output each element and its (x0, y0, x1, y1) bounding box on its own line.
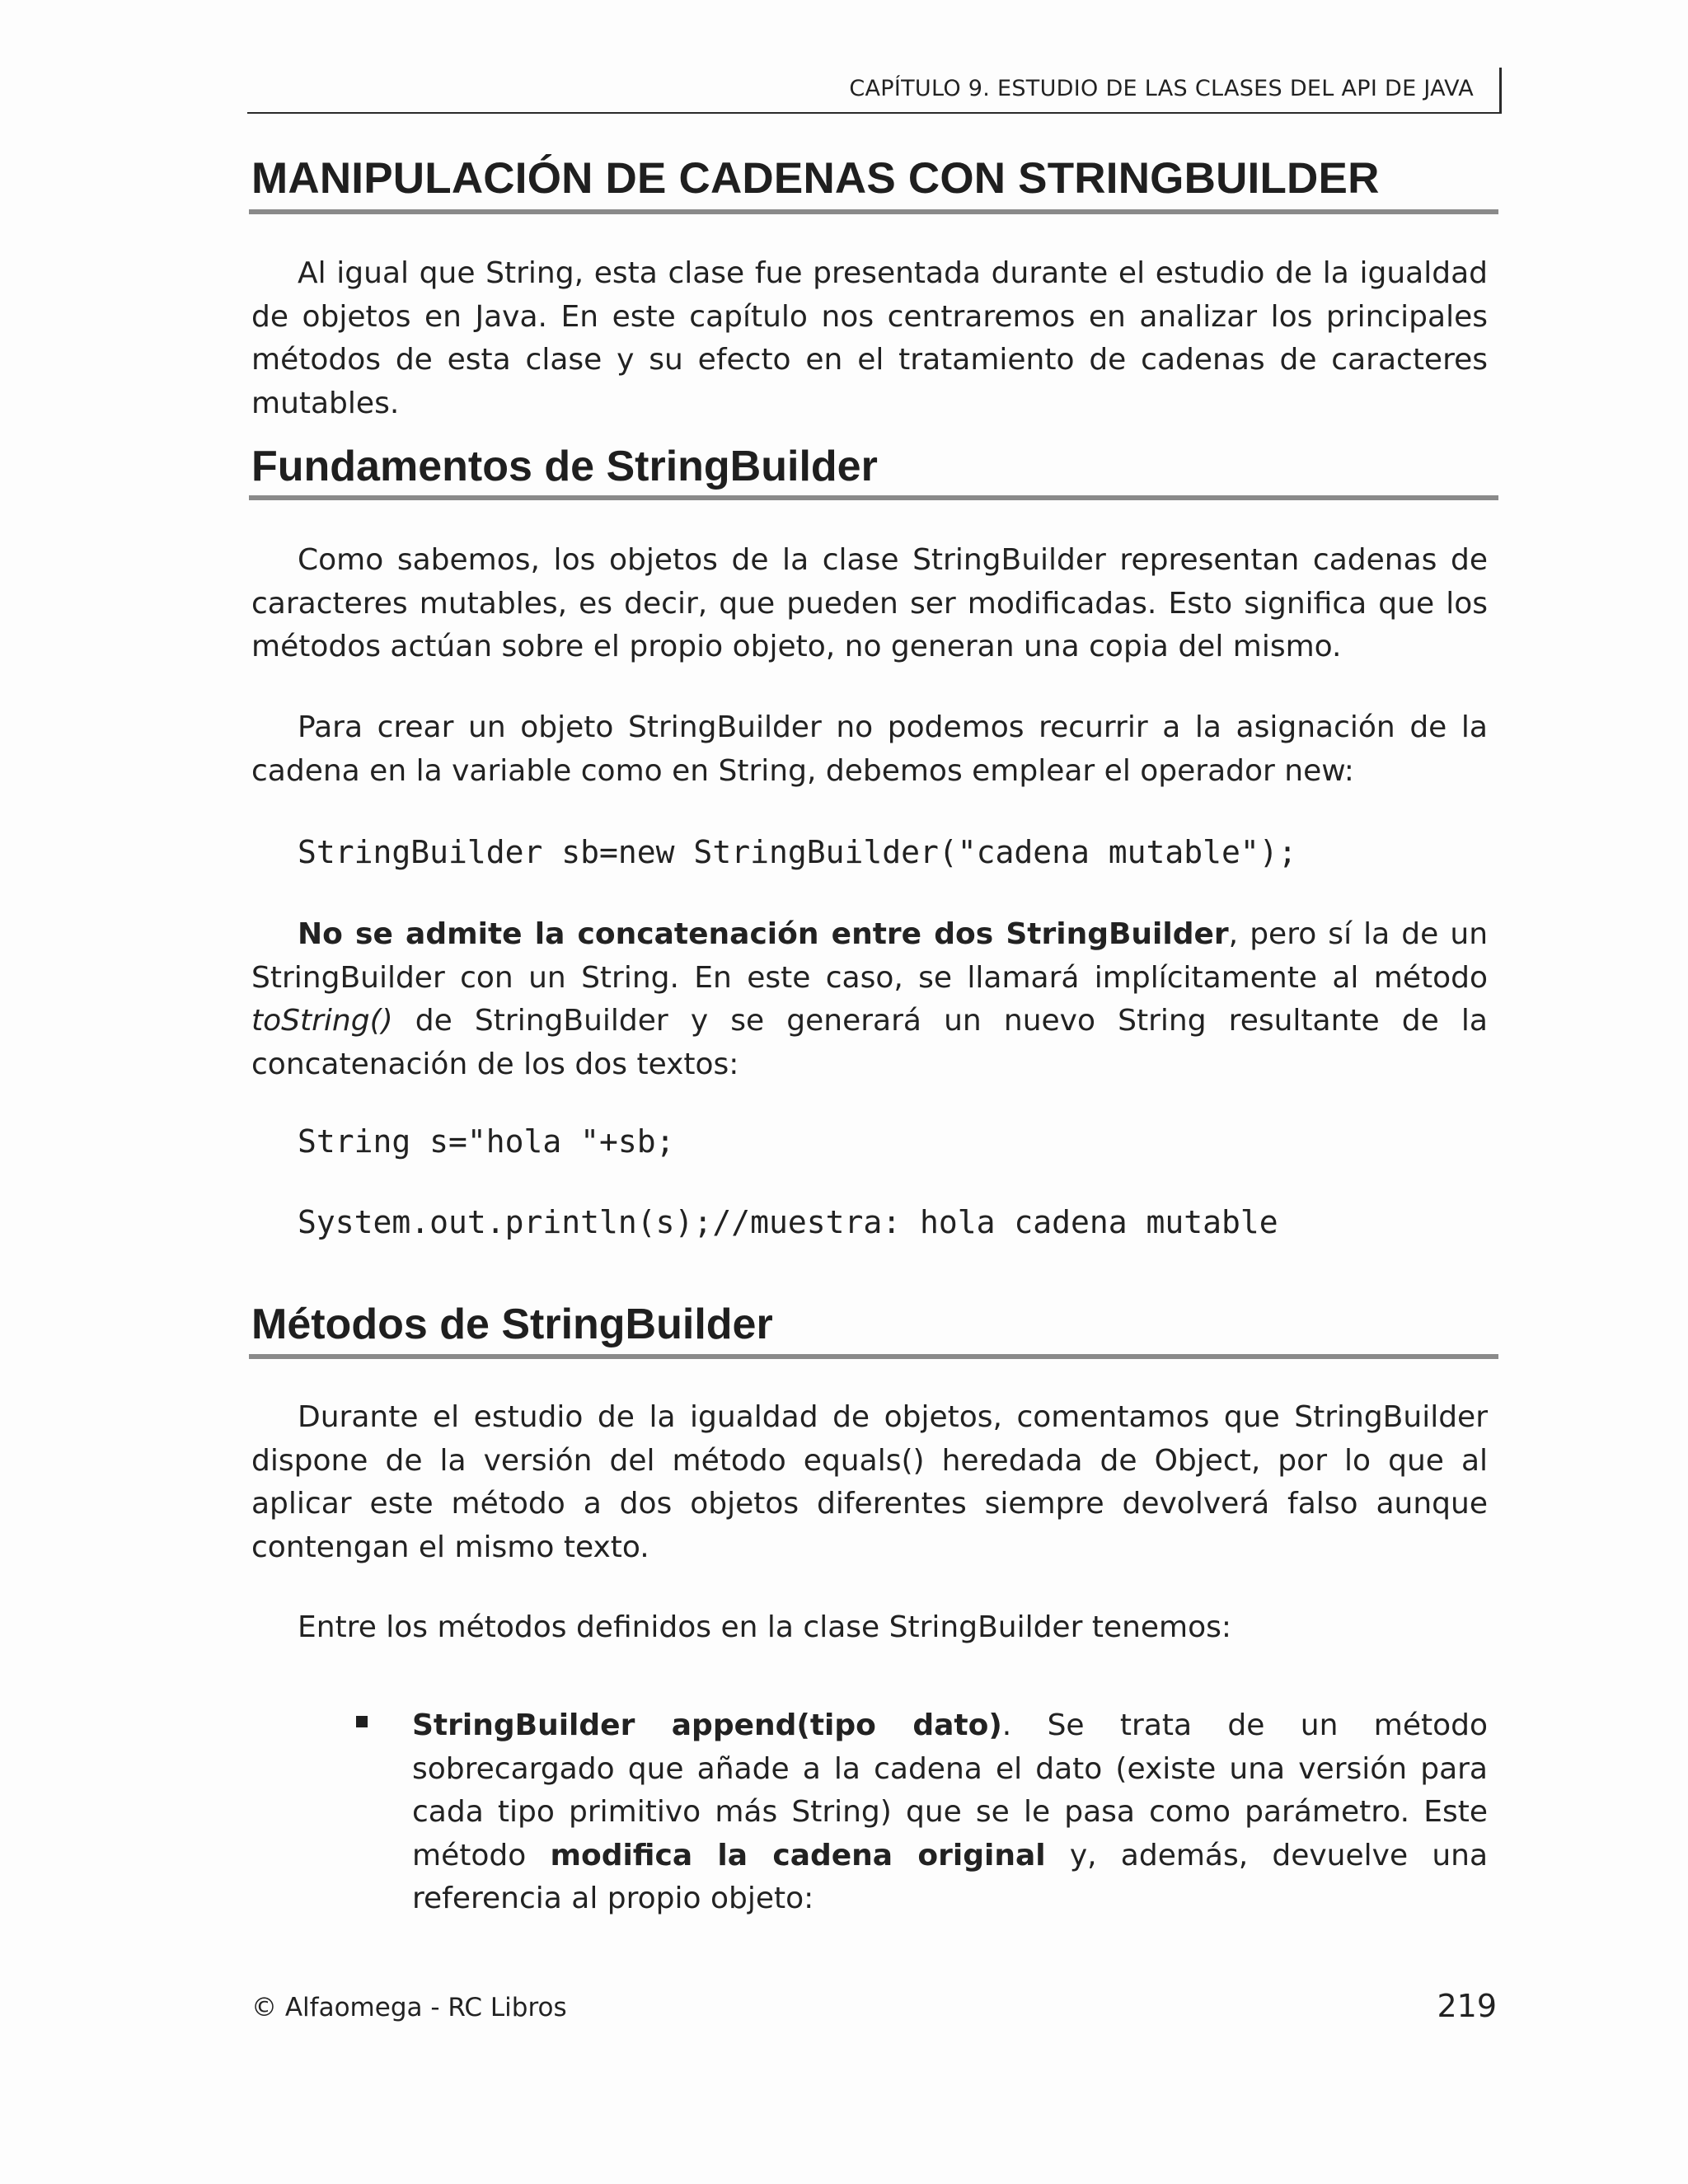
intro-paragraph: Al igual que String, esta clase fue presentada durante el estudio de la igualdad de objetos en Java. En este capítulo nos centraremos en analizar los principales métodos de esta clase y su efecto en el tratamiento de cadenas de caracteres mutables. (251, 256, 1488, 420)
chapter-section-title: MANIPULACIÓN DE CADENAS CON STRINGBUILDER (251, 154, 1380, 203)
square-bullet-icon (356, 1716, 368, 1727)
fundamentos-paragraph-2: Para crear un objeto StringBuilder no podemos recurrir a la asignación de la cadena en la variable como en String, debemos emplear el operador new: (251, 710, 1488, 788)
bullet-item-append: StringBuilder append(tipo dato). Se trata de un método sobrecargado que añade a la cadena el dato (existe una versión para cada tipo primitivo más String) que se le pasa como parámetro. Este método modifica la cadena original y, además, devuelve una referencia al propio objeto: (412, 1708, 1489, 1915)
running-header (247, 64, 1502, 114)
heading-fundamentos: Fundamentos de StringBuilder (251, 443, 878, 490)
running-header-text: CAPÍTULO 9. ESTUDIO DE LAS CLASES DEL API DE JAVA (849, 76, 1474, 101)
metodos-paragraph-2: Entre los métodos definidos en la clase StringBuilder tenemos: (298, 1610, 1232, 1644)
title-rule (249, 209, 1498, 214)
running-header-bar (1499, 68, 1502, 112)
emphasis-italic: toString() (251, 1004, 393, 1038)
code-line-2: String s="hola "+sb; (298, 1123, 675, 1160)
code-line-3: System.out.println(s);//muestra: hola cadena mutable (298, 1204, 1278, 1240)
fundamentos-paragraph-3: No se admite la concatenación entre dos StringBuilder, pero sí la de un StringBuilder con un String. En este caso, se llamará implícitamente al método toString() de StringBuilder y se generará un nuevo String resultante de la concatenación de los dos textos: (251, 917, 1489, 1081)
code-line-1: StringBuilder sb=new StringBuilder("cadena mutable"); (298, 834, 1297, 870)
heading-metodos-rule (249, 1354, 1498, 1359)
metodos-paragraph-1: Durante el estudio de la igualdad de objetos, comentamos que StringBuilder dispone de la versión del método equals() heredada de Object, por lo que al aplicar este método a dos objetos diferentes siempre devolverá falso aunque contengan el mismo texto. (251, 1400, 1488, 1564)
heading-metodos: Métodos de StringBuilder (251, 1301, 773, 1348)
emphasis-bold: No se admite la concatenación entre dos StringBuilder (298, 917, 1229, 951)
footer-publisher: © Alfaomega - RC Libros (251, 1993, 567, 2022)
fundamentos-paragraph-1: Como sabemos, los objetos de la clase StringBuilder representan cadenas de caracteres mutables, es decir, que pueden ser modificadas. Esto significa que los métodos actúan sobre el propio objeto, no generan una copia del mismo. (251, 543, 1488, 663)
page-number: 219 (1437, 1988, 1497, 2024)
heading-fundamentos-rule (249, 495, 1498, 500)
